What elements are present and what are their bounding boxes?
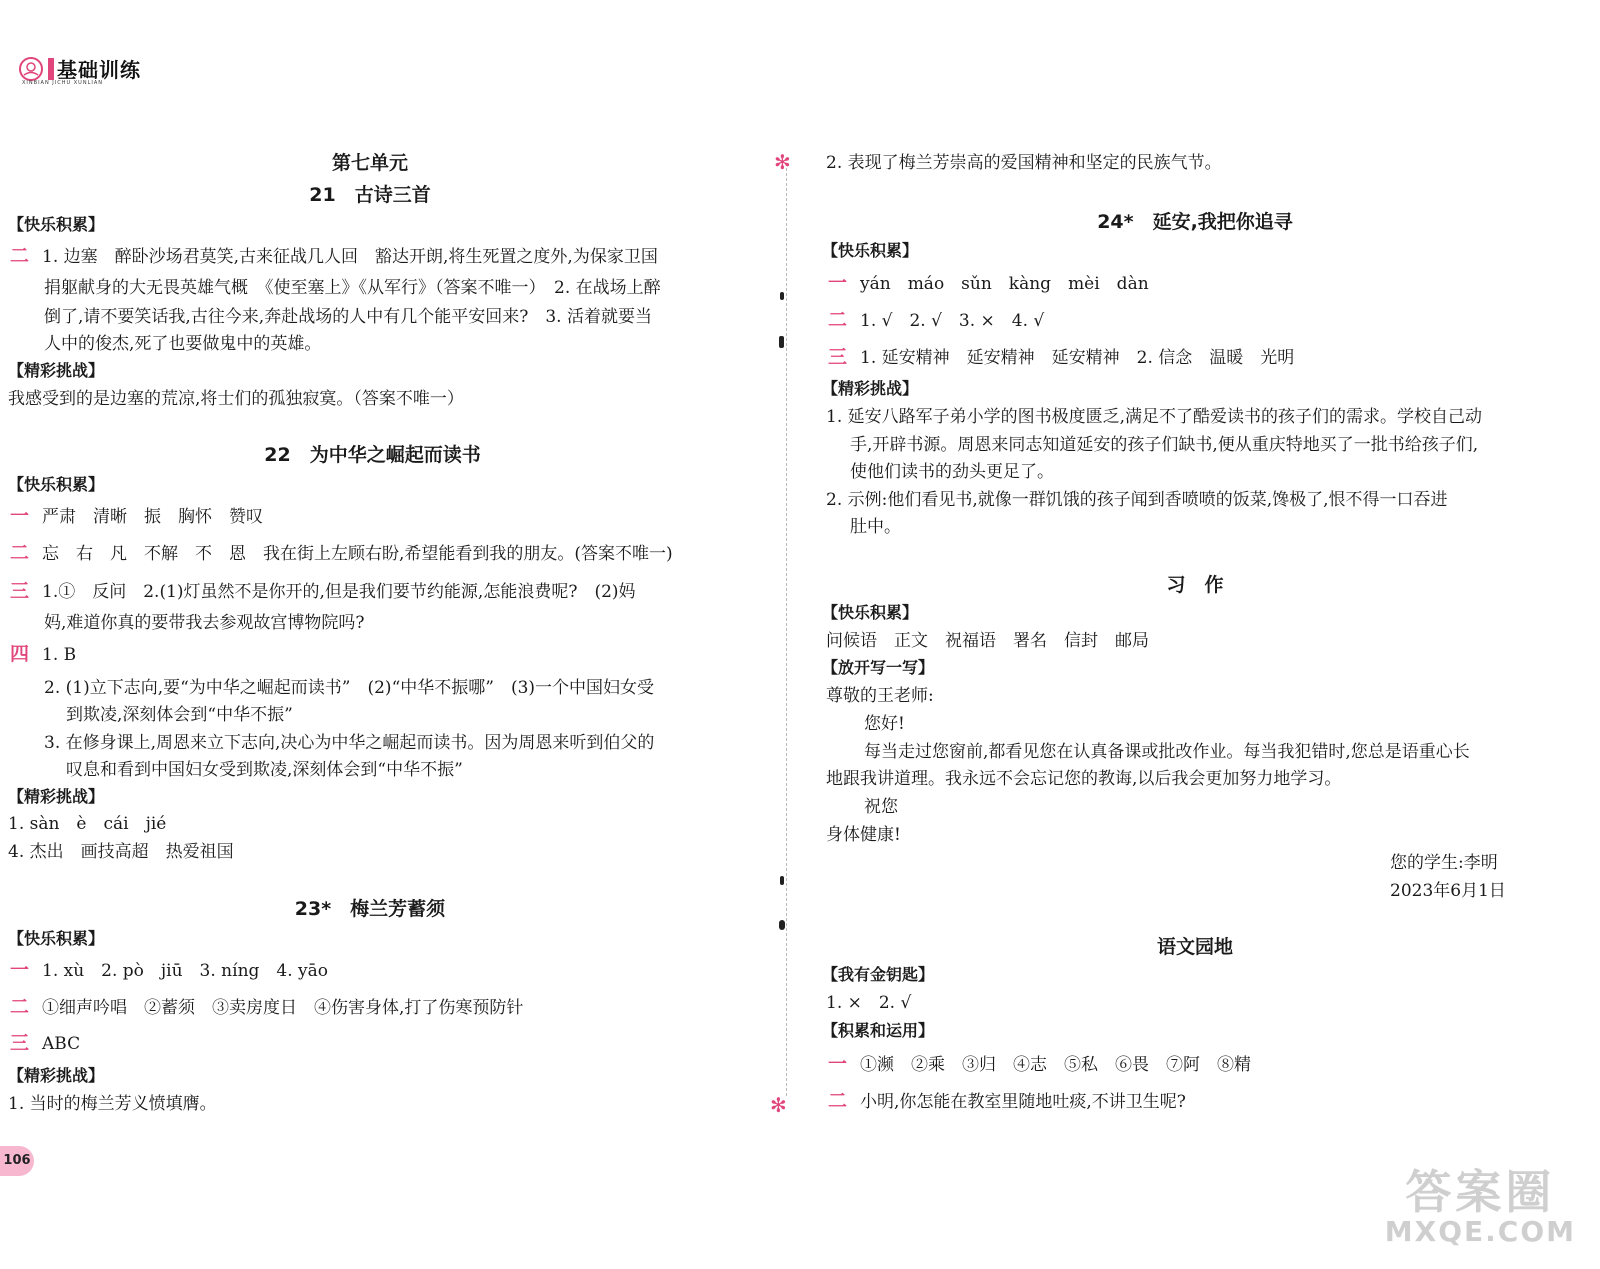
letter-greeting: 尊敬的王老师:: [826, 686, 934, 706]
question-number: 二: [10, 245, 30, 267]
chinese-garden-title: 语文园地: [1156, 936, 1233, 958]
question-number: 二: [10, 542, 30, 564]
answer-line: 到欺凌,深刻体会到“中华不振”: [66, 705, 293, 725]
letter-wish: 祝您: [864, 797, 898, 817]
binding-mark: [779, 920, 785, 930]
question-number: 一: [828, 1053, 848, 1075]
letter-wish: 身体健康!: [826, 825, 901, 845]
section-heading: 【快乐积累】: [822, 241, 919, 260]
page-number: 106: [0, 1146, 34, 1176]
section-heading: 【快乐积累】: [8, 929, 105, 948]
unit-title: 第七单元: [331, 152, 408, 174]
answer-line: 2. 表现了梅兰芳崇高的爱国精神和坚定的民族气节。: [826, 153, 1222, 173]
binding-mark: [780, 292, 784, 300]
watermark: [1385, 1167, 1576, 1247]
question-number: 二: [828, 1090, 848, 1112]
answer-text: 忘 右 凡 不解 不 恩 我在街上左顾右盼,希望能看到我的朋友。(答案不唯一): [42, 544, 673, 564]
lesson-22-title: 22 为中华之崛起而读书: [264, 444, 481, 466]
answer-line: 4. 杰出 画技高超 热爱祖国: [8, 842, 234, 862]
answer-line: [10, 1030, 80, 1057]
answer-text: 小明,你怎能在教室里随地吐痰,不讲卫生呢?: [860, 1092, 1186, 1112]
answer-text: 严肃 清晰 振 胸怀 赞叹: [42, 507, 263, 527]
section-heading: 【精彩挑战】: [8, 1066, 105, 1085]
binding-mark: [780, 876, 784, 885]
section-heading: 【放开写一写】: [822, 658, 935, 677]
question-number: 四: [10, 643, 30, 665]
answer-line: 2. 示例:他们看见书,就像一群饥饿的孩子闻到香喷喷的饭菜,馋极了,恨不得一口吞进: [826, 490, 1448, 510]
answer-line: 使他们读书的劲头更足了。: [850, 462, 1054, 482]
answer-text: 1. 延安精神 延安精神 延安精神 2. 信念 温暖 光明: [860, 348, 1295, 368]
section-heading: 【快乐积累】: [822, 603, 919, 622]
letter-hello: 您好!: [864, 714, 905, 734]
answer-line: [10, 578, 636, 605]
answer-text: ①濒 ②乘 ③归 ④志 ⑤私 ⑥畏 ⑦阿 ⑧精: [860, 1055, 1251, 1075]
answer-line: [828, 1088, 1186, 1115]
answer-line: [828, 1051, 1251, 1078]
book-pinyin: XINBIAN JICHU XUNLIAN: [22, 80, 103, 86]
question-number: 三: [828, 346, 848, 368]
letter-body: 地跟我讲道理。我永远不会忘记您的教诲,以后我会更加努力地学习。: [826, 769, 1342, 789]
book-title: 基础训练: [57, 58, 141, 82]
answer-line: 1. 延安八路军子弟小学的图书极度匮乏,满足不了酷爱读书的孩子们的需求。学校自己动: [826, 407, 1483, 427]
section-heading: 【快乐积累】: [8, 215, 105, 234]
answer-line: [10, 503, 263, 530]
answer-line: [10, 243, 658, 270]
answer-line: 叹息和看到中国妇女受到欺凌,深刻体会到“中华不振”: [66, 760, 463, 780]
letter-date: 2023年6月1日: [1390, 881, 1506, 901]
question-number: 一: [10, 505, 30, 527]
question-number: 二: [10, 996, 30, 1018]
answer-line: 问候语 正文 祝福语 署名 信封 邮局: [826, 631, 1149, 651]
answer-text: 1. 边塞 醉卧沙场君莫笑,古来征战几人回 豁达开朗,将生死置之度外,为保家卫国: [42, 247, 658, 267]
section-heading: 【精彩挑战】: [822, 379, 919, 398]
answer-text: 1. xù 2. pò jiū 3. níng 4. yāo: [42, 961, 328, 981]
answer-text: ①细声吟唱 ②蓄须 ③卖房度日 ④伤害身体,打了伤寒预防针: [42, 998, 524, 1018]
lesson-24-title: 24* 延安,我把你追寻: [1097, 211, 1293, 233]
answer-line: [10, 540, 673, 567]
right-column: [810, 0, 1600, 1269]
question-number: 三: [10, 580, 30, 602]
answer-line: 手,开辟书源。周恩来同志知道延安的孩子们缺书,便从重庆特地买了一批书给孩子们,: [850, 435, 1479, 455]
answer-line: 1. sàn è cái jié: [8, 814, 167, 834]
answer-text: 1. √ 2. √ 3. × 4. √: [860, 311, 1045, 331]
composition-title: 习 作: [1166, 574, 1224, 596]
star-icon: ✻: [774, 150, 791, 174]
column-divider: [786, 168, 787, 1096]
answer-line: 人中的俊杰,死了也要做鬼中的英雄。: [44, 334, 322, 354]
question-number: 二: [828, 309, 848, 331]
section-heading: 【我有金钥匙】: [822, 965, 935, 984]
section-heading: 【精彩挑战】: [8, 787, 105, 806]
answer-line: 倒了,请不要笑话我,古往今来,奔赴战场的人中有几个能平安回来? 3. 活着就要当: [44, 307, 652, 327]
answer-text: 1.① 反问 2.(1)灯虽然不是你开的,但是我们要节约能源,怎能浪费呢? (2)妈: [42, 582, 636, 602]
answer-line: [828, 344, 1294, 371]
answer-text: 1. B: [42, 645, 77, 665]
answer-line: [10, 957, 328, 984]
section-heading: 【积累和运用】: [822, 1021, 935, 1040]
section-heading: 【精彩挑战】: [8, 361, 105, 380]
question-number: 一: [828, 272, 848, 294]
section-heading: 【快乐积累】: [8, 475, 105, 494]
answer-line: 1. 当时的梅兰芳义愤填膺。: [8, 1094, 217, 1114]
answer-line: 1. × 2. √: [826, 993, 912, 1013]
answer-text: yán máo sǔn kàng mèi dàn: [860, 274, 1149, 294]
question-number: 一: [10, 959, 30, 981]
answer-text: ABC: [42, 1034, 81, 1054]
lesson-21-title: 21 古诗三首: [309, 184, 431, 206]
answer-line: 捐躯献身的大无畏英雄气概 《使至塞上》《从军行》（答案不唯一） 2. 在战场上醉: [44, 278, 661, 298]
answer-line: 3. 在修身课上,周恩来立下志向,决心为中华之崛起而读书。因为周恩来听到伯父的: [44, 733, 655, 753]
answer-line: [828, 307, 1044, 334]
letter-body: 每当走过您窗前,都看见您在认真备课或批改作业。每当我犯错时,您总是语重心长: [864, 742, 1470, 762]
watermark-url: MXQE.COM: [1384, 1215, 1576, 1248]
left-column: [0, 0, 770, 1269]
answer-line: [10, 641, 76, 668]
letter-signature: 您的学生:李明: [1390, 853, 1498, 873]
answer-line: 我感受到的是边塞的荒凉,将士们的孤独寂寞。（答案不唯一）: [8, 389, 464, 409]
question-number: 三: [10, 1032, 30, 1054]
binding-mark: [779, 336, 784, 348]
star-icon: ✻: [770, 1093, 787, 1117]
answer-line: 肚中。: [850, 517, 901, 537]
watermark-text: 答案圈: [1405, 1165, 1556, 1219]
answer-line: 2. (1)立下志向,要“为中华之崛起而读书” (2)“中华不振哪” (3)一个中国妇女受: [44, 678, 655, 698]
answer-line: [10, 994, 523, 1021]
answer-line: 妈,难道你真的要带我去参观故宫博物院吗?: [44, 613, 365, 633]
lesson-23-title: 23* 梅兰芳蓄须: [294, 898, 446, 920]
answer-line: [828, 270, 1149, 297]
